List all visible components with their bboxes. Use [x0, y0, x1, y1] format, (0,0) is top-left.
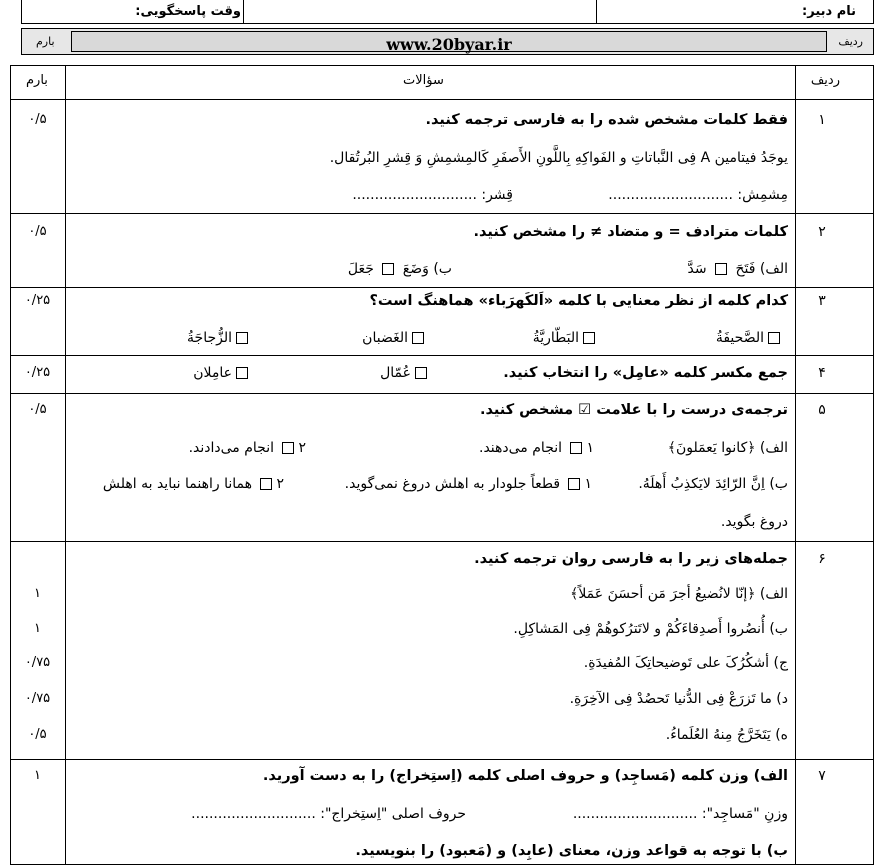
choice-option[interactable]: [479, 440, 594, 456]
checkbox-icon[interactable]: [583, 332, 595, 344]
time-label: وقت پاسخگویی:: [135, 4, 241, 19]
question-title: فقط کلمات مشخص شده را به فارسی ترجمه کنید.: [425, 112, 788, 128]
question-number: ۲: [818, 224, 826, 240]
time-cell: [243, 0, 597, 23]
answer-blank[interactable]: قِشر: ............................: [352, 187, 513, 203]
choice-label: الغَضبان: [362, 330, 408, 346]
quote-text: اِنَّ الرّائِدَ لایَکذِبُ أَهلَهُ.: [638, 476, 765, 492]
item-text: یَتَخَرَّجُ مِنهُ العُلَماءُ.: [665, 727, 771, 743]
row-divider-3: [10, 355, 874, 356]
checkbox-icon[interactable]: [260, 478, 272, 490]
band-score-label: بارم: [36, 35, 55, 48]
row-divider-6: [10, 759, 874, 760]
checkbox-icon[interactable]: [768, 332, 780, 344]
row-divider-4: [10, 393, 874, 394]
question-title: کلمات مترادف = و متضاد ≠ را مشخص کنید.: [473, 224, 788, 240]
option-word: فَتَحَ: [735, 261, 756, 277]
item-text: أشکُرُکَ علی تَوضیحاتِکَ المُفیدَةِ.: [583, 655, 770, 671]
checkbox-icon[interactable]: [282, 442, 294, 454]
site-band-inner: [71, 31, 827, 52]
teacher-label: نام دبیر:: [802, 4, 856, 19]
answer-blank[interactable]: مِشمِش: ............................: [608, 187, 788, 203]
checkbox-icon[interactable]: [570, 442, 582, 454]
question-score: ۰/۲۵: [24, 293, 51, 308]
sentence-item: [666, 727, 788, 743]
question-title: الف) وزن کلمه (مَساجِد) و حروف اصلی کلمه (اِستِخراج) را به دست آورید.: [262, 768, 788, 784]
checkbox-icon[interactable]: [568, 478, 580, 490]
choice-option[interactable]: [103, 476, 284, 492]
part-label: ب): [769, 476, 788, 492]
quote-text: ﴿کانوا یَعمَلونَ﴾: [667, 440, 756, 456]
option-word: جَعَلَ: [347, 261, 374, 277]
item-label: ه): [775, 727, 788, 743]
question-title: کدام کلمه از نظر معنایی با کلمه «اَلکَهرَباء» هماهنگ است؟: [369, 293, 788, 309]
part-b-text: [638, 476, 788, 492]
row-divider-1: [10, 213, 874, 214]
choice-label: انجام می‌دادند.: [188, 440, 275, 456]
choice-option[interactable]: [189, 440, 306, 456]
choice-number: ۲: [298, 440, 306, 456]
answer-blank[interactable]: وزنِ "مَساجِد": ............................: [572, 806, 788, 822]
band-row-label: ردیف: [838, 35, 863, 48]
question-number: ۳: [818, 293, 826, 309]
choice-label: عُمّال: [380, 365, 411, 381]
question-score: ۰/۵: [28, 402, 47, 417]
item-label: ب): [769, 621, 788, 637]
option-word: وَضَعَ: [402, 261, 429, 277]
option-group-b: [348, 261, 452, 277]
item-score: ۰/۷۵: [24, 655, 51, 670]
site-url[interactable]: www.20byar.ir: [386, 35, 512, 54]
choice-option[interactable]: [193, 365, 252, 381]
question-title: ترجمه‌ی درست را با علامت ☑ مشخص کنید.: [479, 402, 788, 418]
site-band: [21, 28, 874, 55]
header-divider: [10, 99, 874, 100]
sentence-item: [570, 691, 788, 707]
item-score: ۰/۵: [28, 727, 47, 742]
choice-label: الصَّحیفَةُ: [715, 330, 764, 346]
checkbox-icon[interactable]: [412, 332, 424, 344]
question-score: ۰/۵: [28, 224, 47, 239]
item-score: ۱: [34, 621, 41, 636]
question-sentence: یوجَدُ فیتامین A فِی النَّباتاتِ و الفَواکِهِ بِاللَّونِ الأَصفَرِ کَالمِشمِشِ وَ قِشرِ البُرتُقال.: [329, 150, 788, 166]
question-number: ۶: [818, 551, 826, 567]
checkbox-icon[interactable]: [382, 263, 394, 275]
choice-label: قطعاً جلودار به اهلش دروغ نمی‌گوید.: [344, 476, 561, 492]
item-label: د): [776, 691, 788, 707]
sentence-item: [570, 586, 788, 602]
option-label: ب): [433, 261, 452, 277]
sentence-item: [584, 655, 788, 671]
choice-label: همانا راهنما نباید به اهلش: [102, 476, 253, 492]
checkbox-icon[interactable]: [715, 263, 727, 275]
option-label: الف): [759, 261, 788, 277]
row-column-divider: [795, 65, 796, 865]
question-number: ۷: [818, 768, 826, 784]
choice-option[interactable]: [187, 330, 252, 346]
choice-label: انجام می‌دهند.: [479, 440, 563, 456]
question-number: ۴: [818, 365, 826, 381]
choice-label: البَطّاریَّةُ: [532, 330, 579, 346]
checkbox-icon[interactable]: [415, 367, 427, 379]
questions-table: [10, 65, 874, 865]
item-text: ما تَزرَعْ فِی الدُّنیا تَحصُدْ فِی الآخِرَةِ.: [569, 691, 772, 707]
question-number: ۵: [818, 402, 826, 418]
row-divider-2: [10, 287, 874, 288]
answer-blank[interactable]: حروف اصلی "اِستِخراج": ............................: [191, 806, 466, 822]
choice-continuation: دروغ بگوید.: [720, 514, 788, 530]
choice-option[interactable]: [380, 365, 431, 381]
part-label: الف): [759, 440, 788, 456]
sentence-item: [513, 621, 788, 637]
choice-label: الزُّجاجَةُ: [187, 330, 232, 346]
option-word: سَدَّ: [687, 261, 707, 277]
question-score: ۰/۲۵: [24, 365, 51, 380]
question-subpart: ب) با توجه به قواعد وزن، معنای (عابِد) و (مَعبود) را بنویسید.: [355, 843, 788, 859]
item-label: الف): [759, 586, 788, 602]
choice-option[interactable]: [362, 330, 428, 346]
item-score: ۰/۷۵: [24, 691, 51, 706]
choice-option[interactable]: [345, 476, 592, 492]
checkbox-icon[interactable]: [236, 367, 248, 379]
question-title: جمع مکسر کلمه «عامِل» را انتخاب کنید.: [503, 365, 788, 381]
choice-option[interactable]: [533, 330, 599, 346]
option-group-a: [687, 261, 788, 277]
column-row-header: ردیف: [810, 73, 840, 88]
item-text: أُنصُروا أَصدِقاءَکُمْ و لاتَترُکوهُمْ فِی المَشاکِلِ.: [513, 621, 765, 637]
checkbox-icon[interactable]: [236, 332, 248, 344]
question-title: جمله‌های زیر را به فارسی روان ترجمه کنید.: [474, 551, 788, 567]
choice-option[interactable]: [716, 330, 784, 346]
item-score: ۱: [34, 586, 41, 601]
question-score: ۰/۵: [28, 112, 47, 127]
item-label: ج): [773, 655, 788, 671]
question-score: ۱: [34, 768, 41, 783]
row-divider-5: [10, 541, 874, 542]
column-score-header: بارم: [26, 73, 48, 88]
choice-number: ۱: [586, 440, 594, 456]
question-number: ۱: [818, 112, 826, 128]
choice-number: ۱: [584, 476, 592, 492]
part-a-text: [668, 440, 788, 456]
column-questions-header: سؤالات: [403, 73, 444, 88]
choice-number: ۲: [276, 476, 284, 492]
item-text: ﴿إنّا لانُضیعُ أجرَ مَن أحسَنَ عَمَلاً﴾: [570, 586, 756, 602]
score-column-divider: [65, 65, 66, 865]
choice-label: عامِلان: [193, 365, 232, 381]
